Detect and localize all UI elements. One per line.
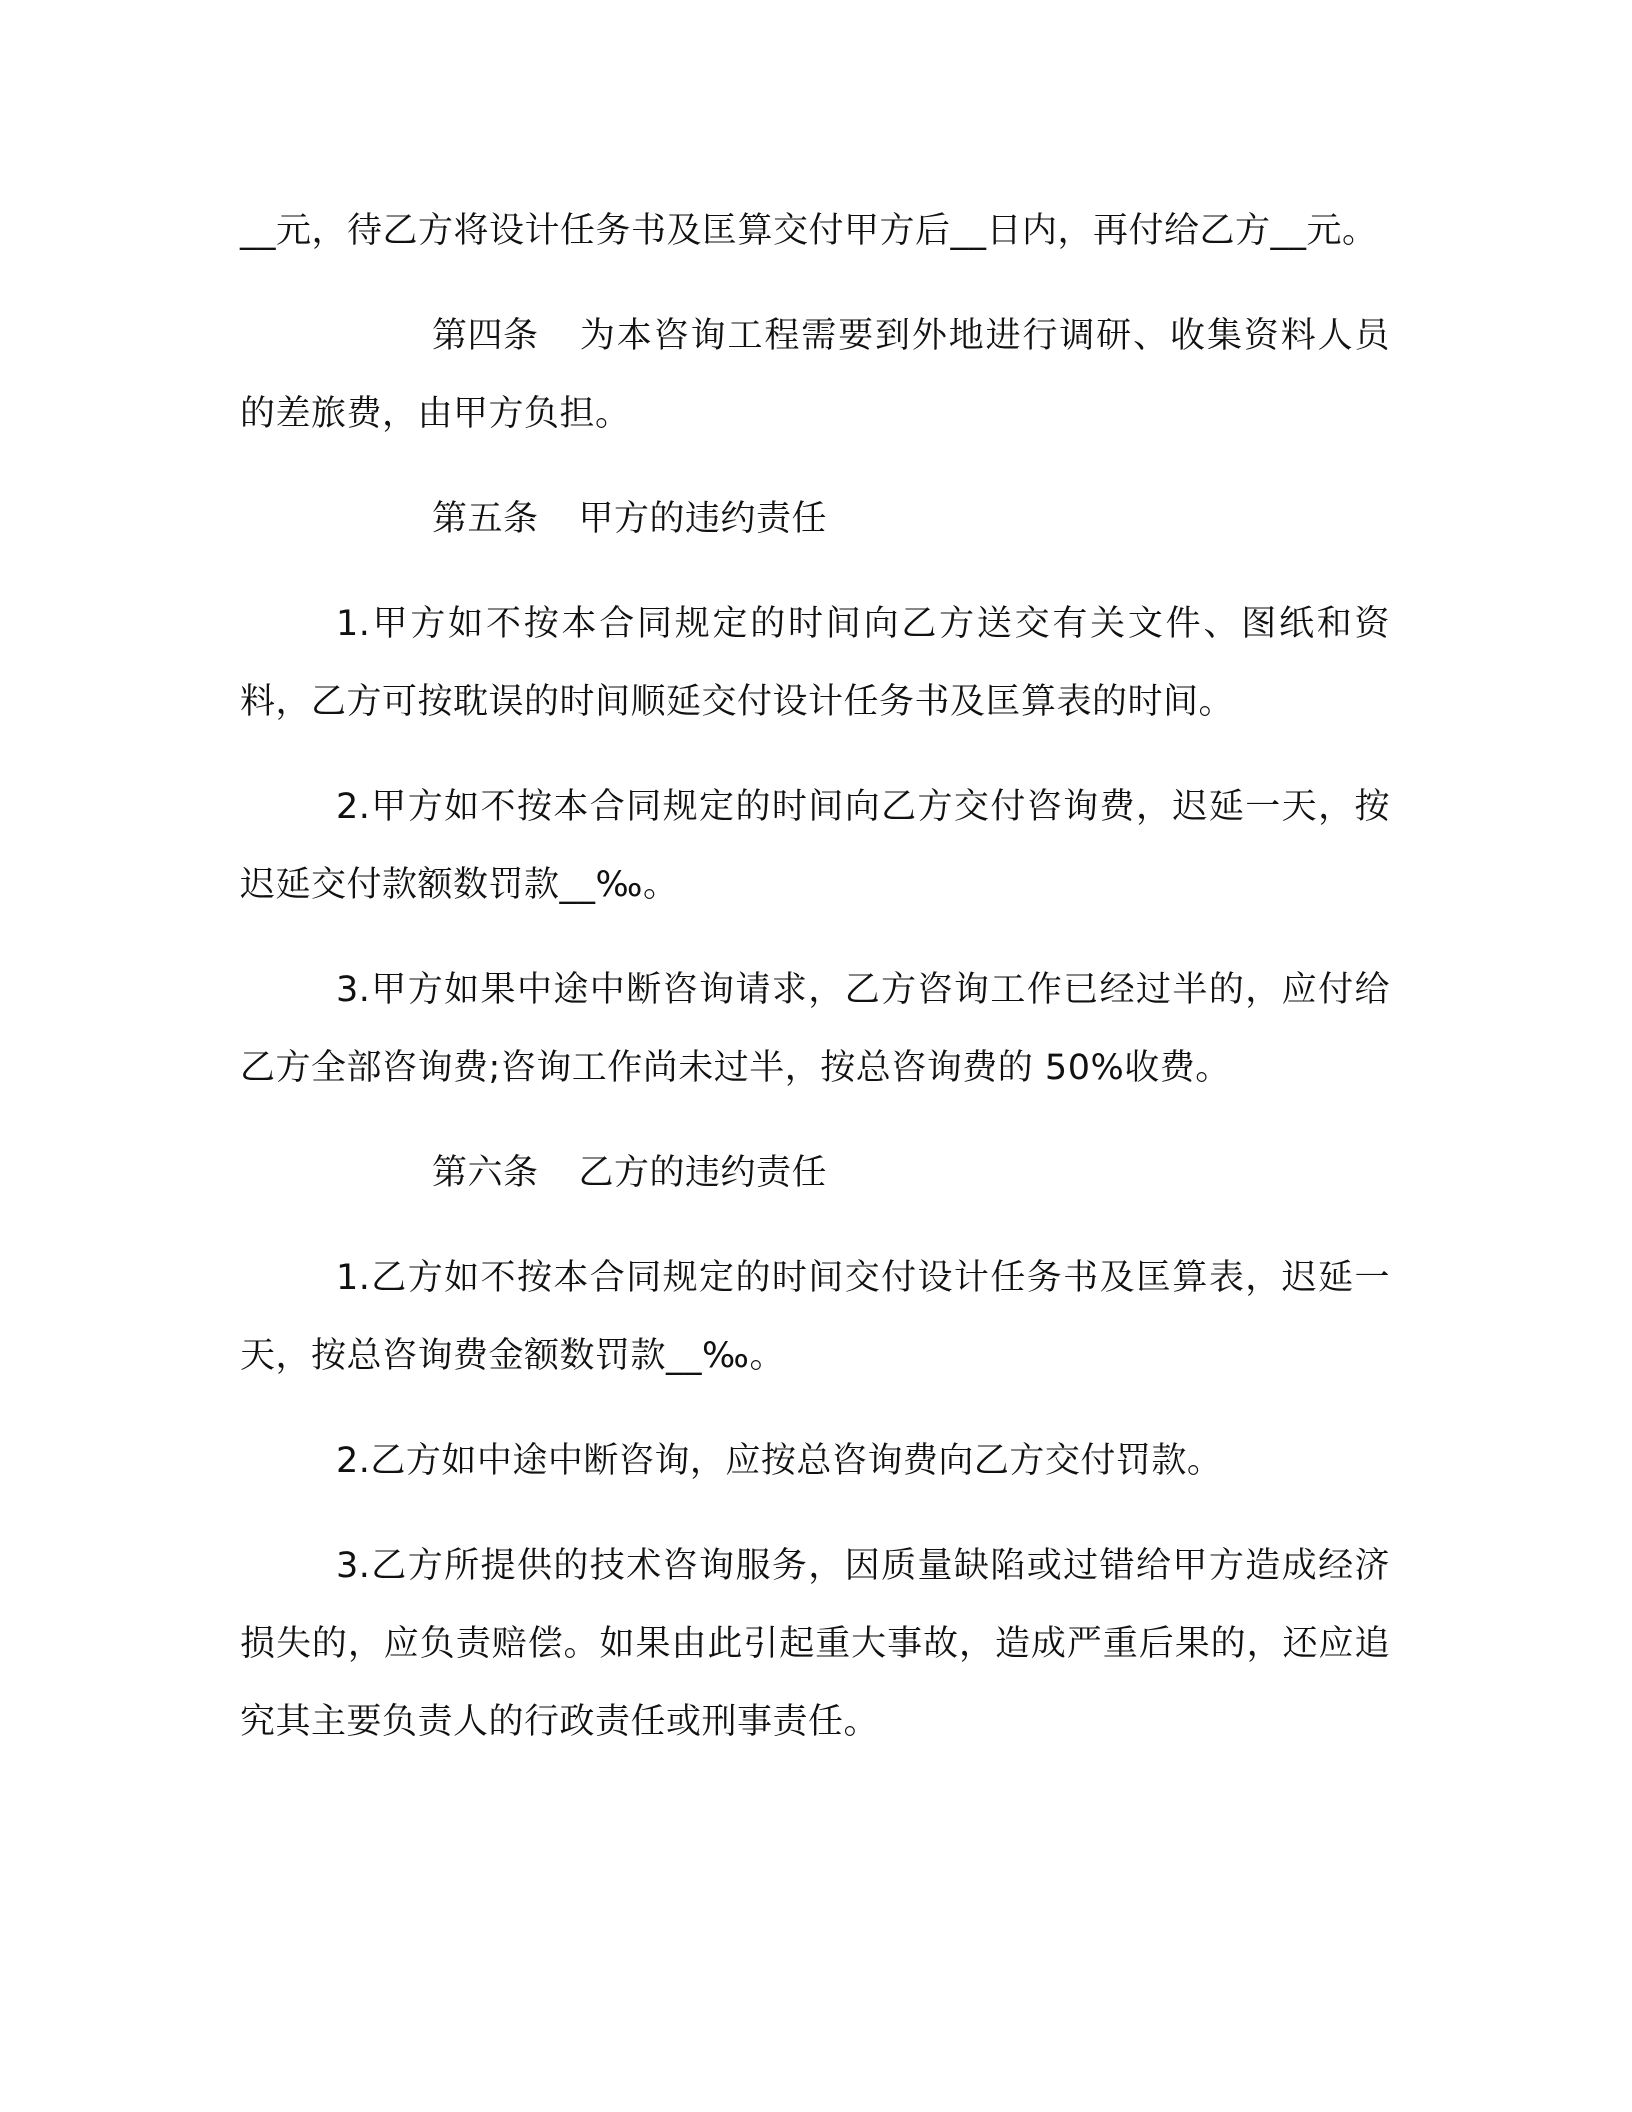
clause-5-item-1: 1.甲方如不按本合同规定的时间向乙方送交有关文件、图纸和资料，乙方可按耽误的时间顺延交付设计任务书及匡算表的时间。 bbox=[240, 604, 1390, 722]
clause-5-item-3: 3.甲方如果中途中断咨询请求，乙方咨询工作已经过半的，应付给乙方全部咨询费;咨询工作尚未过半，按总咨询费的 50%收费。 bbox=[240, 970, 1390, 1088]
clause-6-item-3: 3.乙方所提供的技术咨询服务，因质量缺陷或过错给甲方造成经济损失的，应负责赔偿。如果由此引起重大事故，造成严重后果的，还应追究其主要负责人的行政责任或刑事责任。 bbox=[240, 1546, 1390, 1742]
clause-6-item-2: 2.乙方如中途中断咨询，应按总咨询费向乙方交付罚款。 bbox=[336, 1441, 1223, 1481]
clause-5-label: 第五条 bbox=[432, 499, 539, 539]
paragraph-payment-continued: __元，待乙方将设计任务书及匡算交付甲方后__日内，再付给乙方__元。 bbox=[240, 211, 1378, 251]
document-body bbox=[240, 192, 1390, 1788]
clause-4-text: 为本咨询工程需要到外地进行调研、收集资料人员的差旅费，由甲方负担。 bbox=[240, 316, 1390, 434]
clause-6 bbox=[240, 1134, 1390, 1212]
clause-5-item-2: 2.甲方如不按本合同规定的时间向乙方交付咨询费，迟延一天，按迟延交付款额数罚款__‰。 bbox=[240, 787, 1390, 905]
clause-5 bbox=[240, 480, 1390, 558]
clause-4-label: 第四条 bbox=[432, 316, 539, 356]
clause-6-title: 乙方的违约责任 bbox=[578, 1153, 828, 1193]
clause-4 bbox=[240, 297, 1390, 453]
clause-6-item-1: 1.乙方如不按本合同规定的时间交付设计任务书及匡算表，迟延一天，按总咨询费金额数罚款__‰。 bbox=[240, 1258, 1390, 1376]
clause-6-label: 第六条 bbox=[432, 1153, 539, 1193]
clause-5-title: 甲方的违约责任 bbox=[578, 499, 828, 539]
